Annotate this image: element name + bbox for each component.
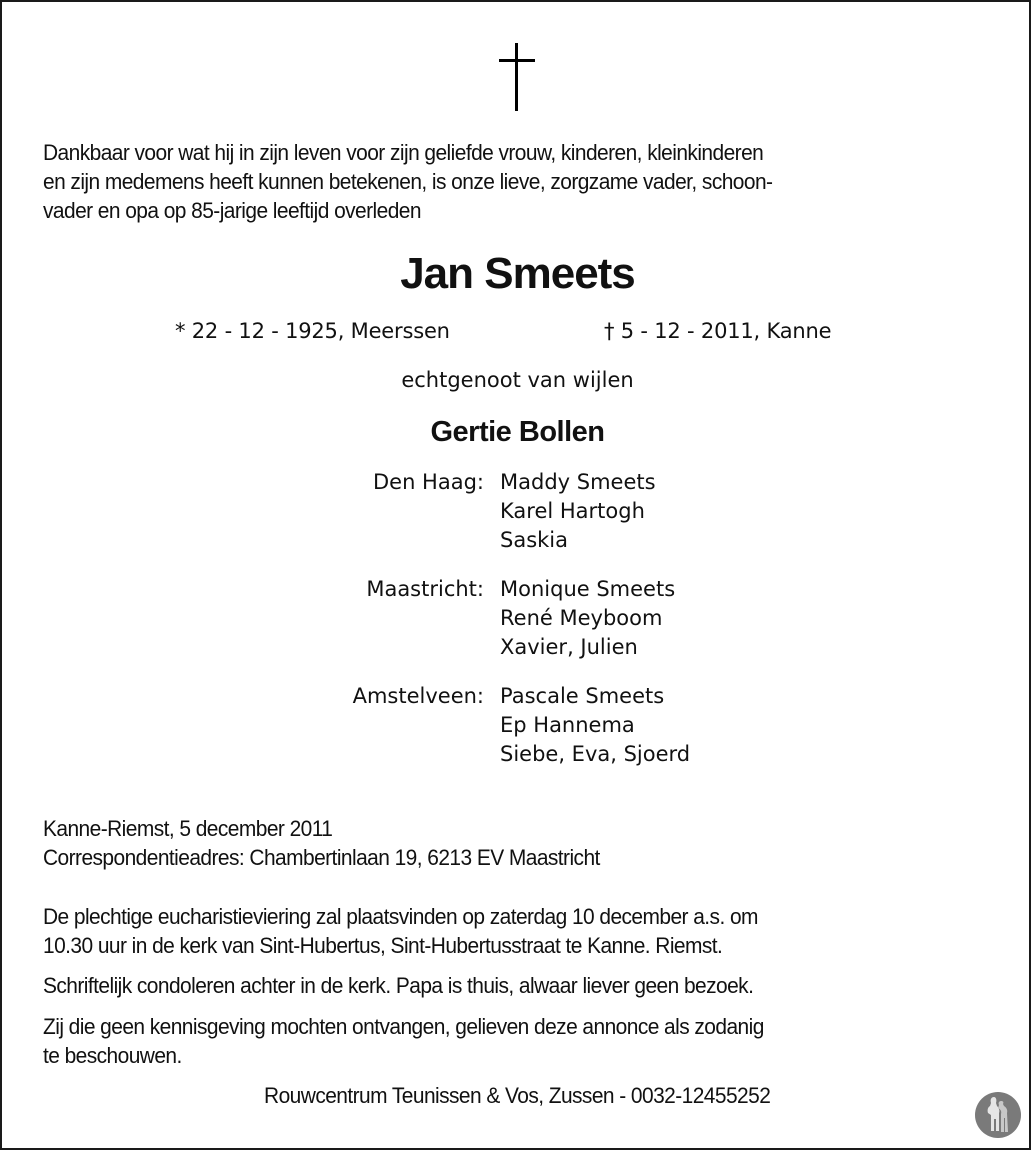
family-member: Maddy Smeets (500, 470, 656, 494)
spouse-name: Gertie Bollen (430, 416, 605, 448)
place-date: Kanne-Riemst, 5 december 2011 (43, 816, 333, 841)
family-group (2, 468, 1031, 555)
spouse-intro: echtgenoot van wijlen (401, 368, 634, 392)
intro-line: Dankbaar voor wat hij in zijn leven voor zijn geliefde vrouw, kinderen, kleinkinderen (43, 140, 764, 165)
birth-date: * 22 - 12 - 1925, Meerssen (175, 319, 450, 343)
deceased-name: Jan Smeets (400, 249, 635, 298)
family-member: Ep Hannema (500, 713, 635, 737)
condolences-line: Schriftelijk condoleren achter in de kerk. Papa is thuis, alwaar liever geen bezoek. (43, 973, 754, 998)
cross-icon (499, 43, 535, 111)
family-city: Amstelveen: (352, 684, 484, 708)
service-paragraph (43, 902, 927, 960)
family-member: Siebe, Eva, Sjoerd (500, 742, 691, 766)
notice-paragraph (43, 1012, 927, 1070)
family-group (2, 575, 1031, 662)
family-members (500, 575, 675, 662)
embracing-figures-icon (974, 1091, 1022, 1139)
family-city: Den Haag: (372, 470, 484, 494)
notice-line: Zij die geen kennisgeving mochten ontvangen, gelieven deze annonce als zodanig (43, 1014, 764, 1039)
intro-paragraph (43, 138, 927, 225)
condolences-paragraph (43, 971, 927, 1000)
family-city: Maastricht: (366, 577, 484, 601)
notice-line: te beschouwen. (43, 1043, 182, 1068)
intro-line: en zijn medemens heeft kunnen betekenen, is onze lieve, zorgzame vader, schoon- (43, 169, 773, 194)
family-members (500, 468, 656, 555)
correspondence-address: Correspondentieadres: Chambertinlaan 19, 6213 EV Maastricht (43, 845, 600, 870)
family-member: Karel Hartogh (500, 499, 645, 523)
family-member: Saskia (500, 528, 569, 552)
service-line: De plechtige eucharistieviering zal plaatsvinden op zaterdag 10 december a.s. om (43, 904, 758, 929)
family-member: René Meyboom (500, 606, 663, 630)
family-member: Monique Smeets (500, 577, 676, 601)
family-list (2, 468, 1031, 789)
place-date-block (43, 814, 927, 872)
service-line: 10.30 uur in de kerk van Sint-Hubertus, Sint-Hubertusstraat te Kanne. Riemst. (43, 933, 723, 958)
funeral-home-contact: Rouwcentrum Teunissen & Vos, Zussen - 0032-12455252 (264, 1083, 771, 1108)
family-group (2, 682, 1031, 769)
family-members (500, 682, 690, 769)
death-date: † 5 - 12 - 2011, Kanne (604, 319, 832, 343)
family-member: Pascale Smeets (500, 684, 665, 708)
funeral-home-footer (2, 1081, 1031, 1110)
family-member: Xavier, Julien (500, 635, 638, 659)
intro-line: vader en opa op 85-jarige leeftijd overleden (43, 198, 421, 223)
